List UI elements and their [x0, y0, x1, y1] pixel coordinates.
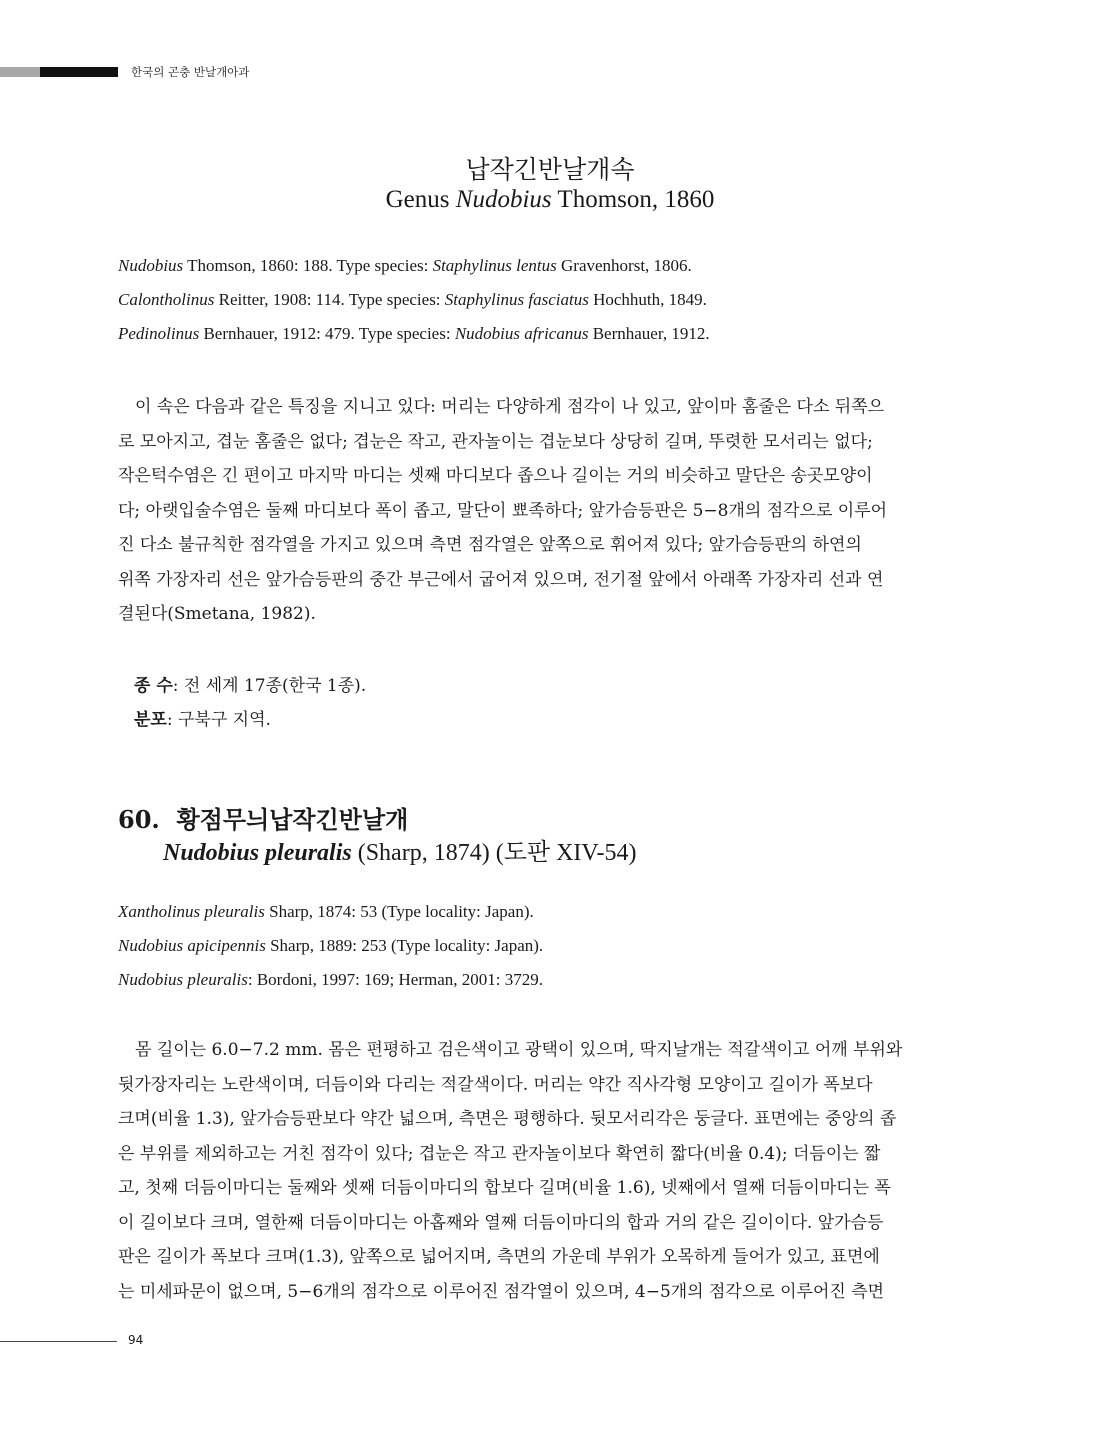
species-title: 60. 황점무늬납작긴반날개 [118, 805, 409, 834]
text-line: 진 다소 불규칙한 점각열을 가지고 있으며 측면 점각열은 앞쪽으로 휘어져 있다; 앞가슴등판의 하연의 [118, 535, 862, 555]
text-line: 몸 길이는 6.0−7.2 mm. 몸은 편평하고 검은색이고 광택이 있으며, 딱지날개는 적갈색이고 어깨 부위와 [135, 1040, 903, 1060]
page-number: 94 [128, 1333, 144, 1347]
text-line: 은 부위를 제외하고는 거친 점각이 있다; 겹눈은 작고 관자놀이보다 확연히 짧다(비율 0.4); 더듬이는 짧 [118, 1143, 881, 1164]
text-line: 판은 길이가 폭보다 크며(1.3), 앞쪽으로 넓어지며, 측면의 가운데 부위가 오목하게 들어가 있고, 표면에 [118, 1247, 880, 1267]
text-line: 결된다(Smetana, 1982). [118, 604, 316, 624]
text-line: 이 속은 다음과 같은 특징을 지니고 있다: 머리는 다양하게 점각이 나 있고, 앞이마 홈줄은 다소 뒤쪽으 [135, 397, 885, 417]
text-line: 로 모아지고, 겹눈 홈줄은 없다; 겹눈은 작고, 관자놀이는 겹눈보다 상당히 길며, 뚜렷한 모서리는 없다; [118, 431, 873, 452]
header-bar-black [40, 67, 118, 77]
running-header: 한국의 곤충 반날개아과 [131, 65, 250, 79]
text-line: 뒷가장자리는 노란색이며, 더듬이와 다리는 적갈색이다. 머리는 약간 직사각형 모양이고 길이가 폭보다 [118, 1074, 873, 1095]
genus-synonym-line: Nudobius Thomson, 1860: 188. Type species: Staphylinus lentus Gravenhorst, 1806. [118, 256, 692, 275]
text-line: 이 길이보다 크며, 열한째 더듬이마디는 아홉째와 열째 더듬이마디의 합과 거의 같은 길이이다. 앞가슴등 [118, 1212, 884, 1233]
species-synonym-line: Nudobius pleuralis: Bordoni, 1997: 169; Herman, 2001: 3729. [118, 970, 543, 989]
footer-rule [0, 1341, 117, 1342]
text-line: 위쪽 가장자리 선은 앞가슴등판의 중간 부근에서 굽어져 있으며, 전기절 앞에서 아래쪽 가장자리 선과 연 [118, 569, 884, 590]
genus-synonym-line: Calontholinus Reitter, 1908: 114. Type species: Staphylinus fasciatus Hochhuth, 1849. [118, 290, 707, 309]
text-line: 다; 아랫입술수염은 둘째 마디보다 폭이 좁고, 말단이 뾰족하다; 앞가슴등판은 5−8개의 점각으로 이루어 [118, 500, 888, 521]
distribution: 분포: 구북구 지역. [134, 710, 271, 730]
genus-description [118, 390, 964, 632]
species-description [118, 1033, 964, 1309]
header-bar-gray [0, 67, 40, 77]
species-synonym-line: Nudobius apicipennis Sharp, 1889: 253 (Type locality: Japan). [118, 936, 544, 955]
species-count: 종 수: 전 세계 17종(한국 1종). [134, 676, 367, 696]
species-synonym-line: Xantholinus pleuralis Sharp, 1874: 53 (Type locality: Japan). [118, 902, 534, 921]
species-scientific-name: Nudobius pleuralis (Sharp, 1874) (도판 XIV-54) [163, 840, 637, 866]
text-line: 작은턱수염은 긴 편이고 마지막 마디는 셋째 마디보다 좁으나 길이는 거의 비슷하고 말단은 송곳모양이 [118, 466, 873, 486]
genus-title-english: Genus Nudobius Thomson, 1860 [385, 186, 715, 213]
genus-synonym-line: Pedinolinus Bernhauer, 1912: 479. Type species: Nudobius africanus Bernhauer, 1912. [118, 324, 710, 343]
genus-title-korean: 납작긴반날개속 [465, 155, 635, 184]
text-line: 고, 첫째 더듬이마디는 둘째와 셋째 더듬이마디의 합보다 길며(비율 1.6), 넷째에서 열째 더듬이마디는 폭 [118, 1178, 891, 1198]
text-line: 는 미세파문이 없으며, 5−6개의 점각으로 이루어진 점각열이 있으며, 4−5개의 점각으로 이루어진 측면 [118, 1281, 885, 1302]
text-line: 크며(비율 1.3), 앞가슴등판보다 약간 넓으며, 측면은 평행하다. 뒷모서리각은 둥글다. 표면에는 중앙의 좁 [118, 1109, 897, 1129]
